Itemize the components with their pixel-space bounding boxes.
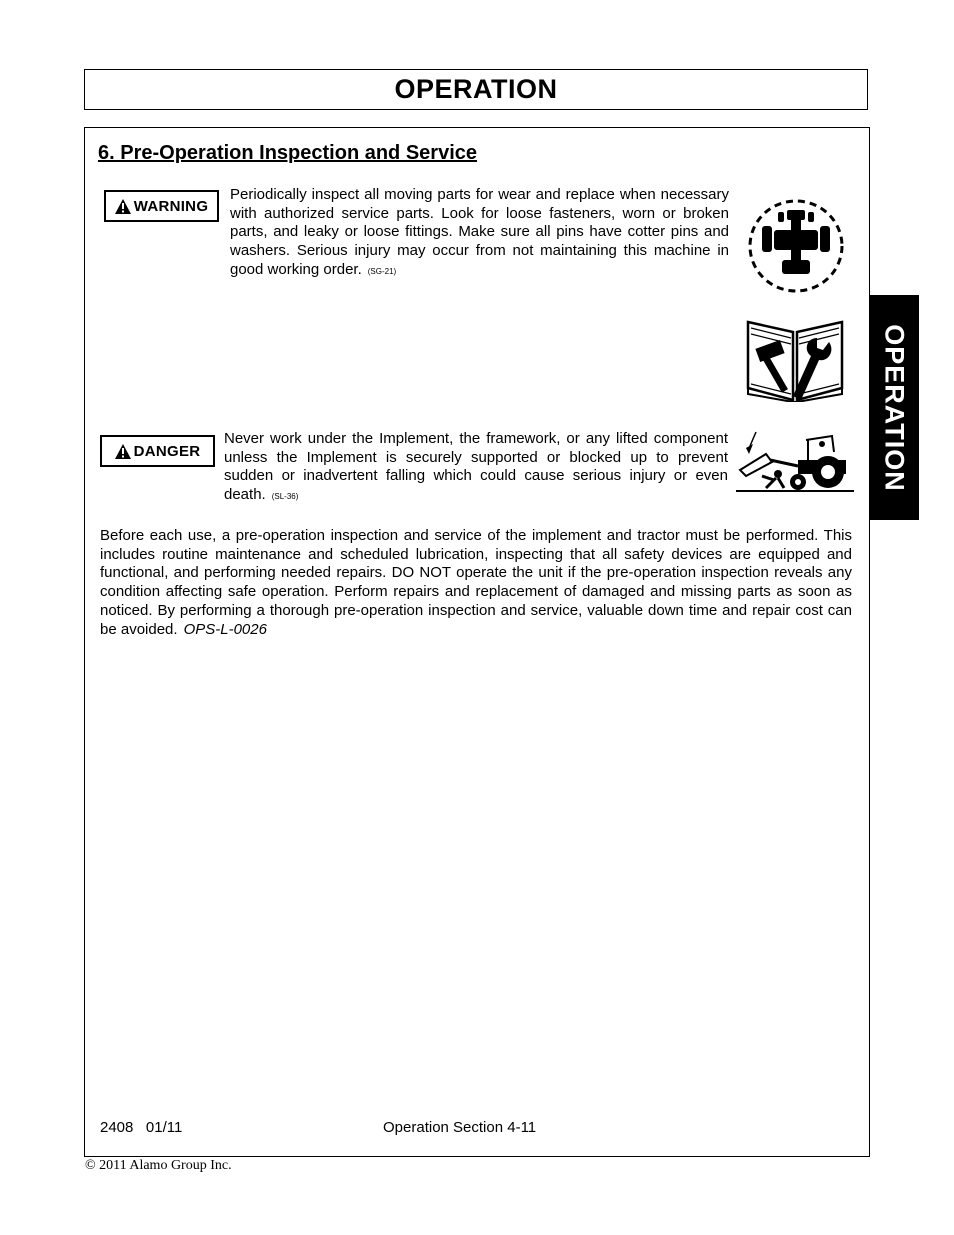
- danger-badge-label: DANGER: [133, 442, 201, 460]
- footer-date: 01/11: [145, 1119, 183, 1136]
- side-tab-label: OPERATION: [879, 323, 910, 492]
- footer-section: Operation Section 4-11: [383, 1119, 537, 1136]
- footer-model: 2408: [100, 1119, 134, 1136]
- body-text: Before each use, a pre-operation inspection and service of the implement and tractor must be performed. This includes routine maintenance and scheduled lubrication, inspecting that all safety devices are equipped and functional, and performing needed repairs. DO NOT operate the unit if the pre-operation inspection reveals any condition affecting safe operation. Perform repairs and replacement of damaged and missing parts as soon as noticed. By performing a thorough pre-operation inspection and service, valuable down time and repair cost can be avoided.: [100, 527, 852, 638]
- header-title: OPERATION: [394, 74, 558, 104]
- alert-triangle-icon: [115, 199, 131, 214]
- danger-paragraph: [224, 430, 728, 507]
- danger-text: Never work under the Implement, the framework, or any lifted component unless the Implement is securely supported or blocked up to prevent sudden or inadvertent falling which could cause serious injury or even death.: [224, 430, 728, 504]
- section-title: 6. Pre-Operation Inspection and Service: [98, 142, 478, 164]
- lifted-implement-hazard-icon: [736, 430, 854, 494]
- alert-triangle-icon: [115, 444, 131, 459]
- warning-paragraph: [230, 186, 729, 282]
- manual-tools-icon: [745, 314, 845, 402]
- tractor-dashed-circle-icon: [744, 196, 848, 296]
- danger-badge: [100, 435, 215, 467]
- warning-text: Periodically inspect all moving parts for wear and replace when necessary with authorized service parts. Look for loose fasteners, worn or broken parts, and leaky or loose fittings. Make sure all pins have cotter pins and washers. Serious injury may occur from not maintaining this machine in good working order.: [230, 186, 729, 278]
- warning-badge-label: WARNING: [133, 197, 209, 215]
- warning-code: (SG-21): [367, 266, 397, 276]
- danger-code: (SL-36): [271, 492, 299, 502]
- body-ref: OPS-L-0026: [183, 620, 267, 638]
- copyright: © 2011 Alamo Group Inc.: [85, 1158, 232, 1173]
- side-tab: [869, 295, 919, 520]
- footer-model-date: [100, 1119, 182, 1136]
- warning-badge: [104, 190, 219, 222]
- body-paragraph: [100, 527, 852, 639]
- page-header: [84, 69, 868, 110]
